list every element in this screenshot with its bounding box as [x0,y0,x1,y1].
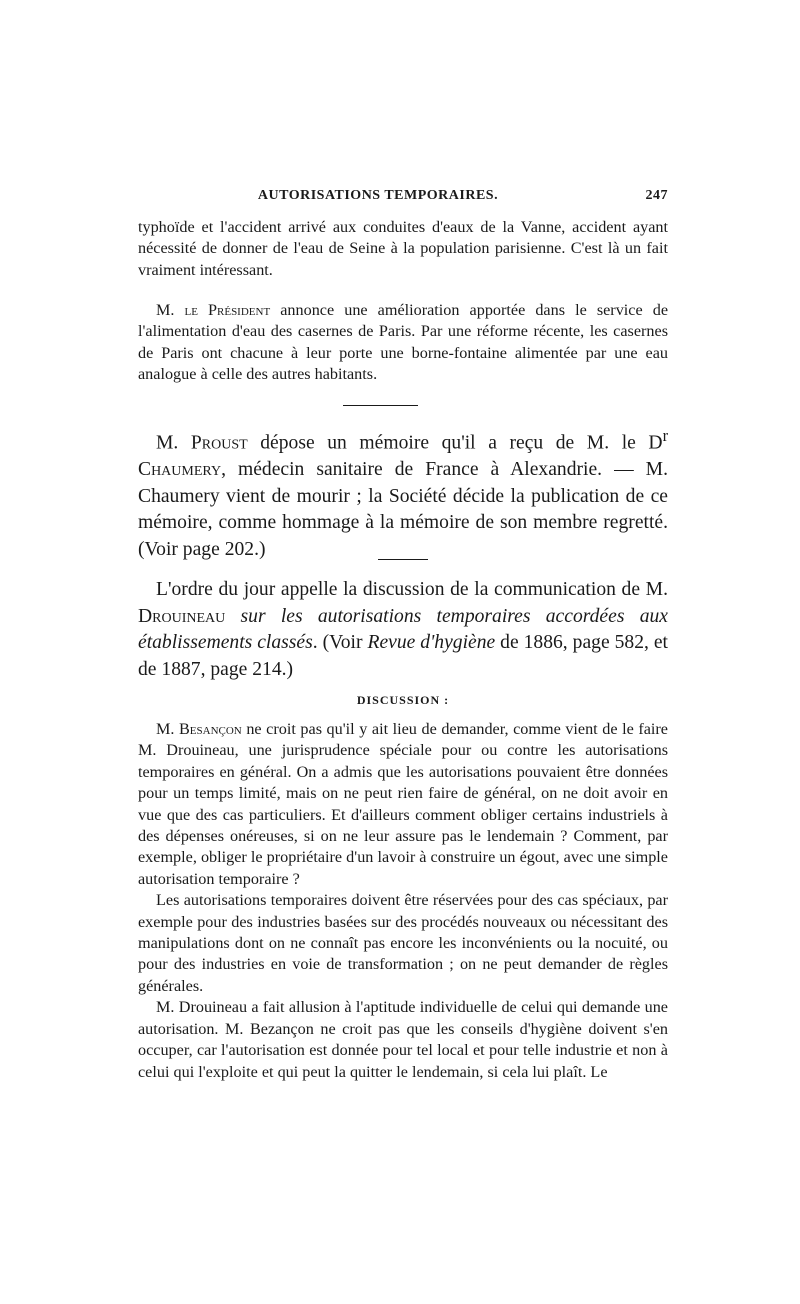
person-name: Drouineau [138,605,226,627]
paragraph-text: L'ordre du jour appelle la discussion de la communication de M. [156,579,668,600]
discussion-heading: DISCUSSION : [356,693,450,707]
paragraph-text: annonce une amélioration apportée dans le service de l'alimentation d'eau des casernes de Paris. Par une réforme récente, les casernes de Paris ont chacune à leur porte une borne-fontaine alimentée par une eau analogue à celle des autres habitants. [138,301,669,384]
paragraph-text: de 1886, page 582, et de 1887, page 214.) [138,632,668,680]
speaker-name: M. Proust [156,432,248,454]
paragraph-text: , médecin sanitaire de France à Alexandrie. — M. Chaumery vient de mourir ; la Société décide la publication de ce mémoire, comme hommage à la mémoire de son membre regretté. (Voir page 202.) [138,459,668,560]
communication-title: sur les autorisations temporaires accordées aux établissements classés [138,605,668,654]
paragraph-text: . (Voir [312,632,368,654]
paragraph-order-of-day [138,577,668,683]
section-divider [378,559,428,560]
paragraph-president [138,300,668,386]
page-number: 247 [645,188,668,203]
discussion-body [138,719,668,1083]
superscript-text: r [662,426,668,445]
paragraph-typhoid [138,217,668,281]
paragraph-text: dépose un mémoire qu'il a reçu de M. le D [247,432,663,454]
speaker-name: M. le Président [156,301,271,319]
person-name: Chaumery [138,459,222,481]
paragraph-temporary: Les autorisations temporaires doivent être réservées pour des cas spéciaux, par exemple pour des industries basées sur des procédés nouveaux ou nécessitant des manipulations dont on ne connaît pas encore les inconvénients ou la nocuité, ou pour des industries en voie de transformation ; on ne peut demander de règles générales. [138,891,668,995]
paragraph-aptitude: M. Drouineau a fait allusion à l'aptitude individuelle de celui qui demande une autorisation. M. Bezançon ne croit pas que les conseils d'hygiène doivent s'en occuper, car l'autorisation est donnée pour tel local et pour telle industrie et non à celui qui l'exploite et qui peut la quitter le lendemain, si cela lui plaît. Le [138,998,668,1081]
paragraph-text: ne croit pas qu'il y ait lieu de demander, comme vient de le faire M. Drouineau, une jurisprudence spéciale pour ou contre les autorisations temporaires en général. On a admis que les autorisations pouvaient être données pour un temps limité, mais on ne peut rien faire de général, on ne doit avoir en vue que des cas particuliers. Et d'ailleurs comment obliger certains industriels à des dépenses onéreuses, si on ne leur assure pas le lendemain ? Comment, par exemple, obliger le propriétaire d'un lavoir à construire un égout, avec une simple autorisation temporaire ? [138,720,668,888]
paragraph-besancon [138,719,668,890]
paragraph-proust [138,423,668,564]
section-divider [343,405,418,406]
journal-title: Revue d'hygiène [367,632,496,654]
running-title: AUTORISATIONS TEMPORAIRES. [257,188,499,203]
speaker-name: M. Besançon [156,720,242,738]
paragraph-text: typhoïde et l'accident arrivé aux conduites d'eaux de la Vanne, accident ayant nécessité de donner de l'eau de Seine à la population parisienne. C'est là un fait vraiment intéressant. [138,218,668,279]
